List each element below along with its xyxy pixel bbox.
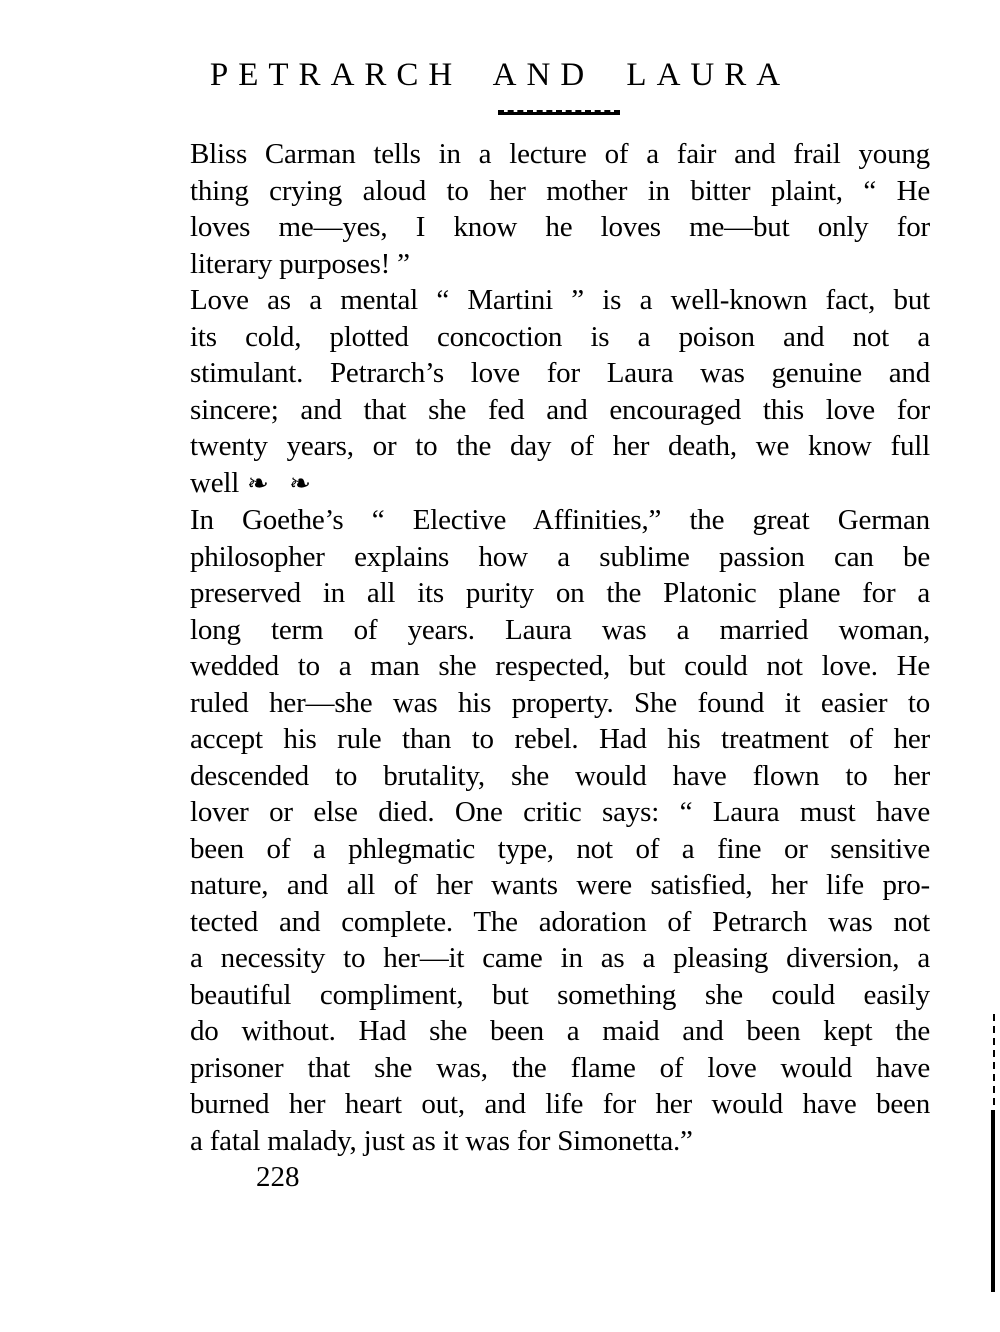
text-line: prisoner that she was, the flame of love would have [190,1051,930,1084]
text-line: lover or else died. One critic says: “ Laura must have [190,796,930,828]
text-line: descended to brutality, she would have flown to her [190,759,930,792]
text-line: philosopher explains how a sublime passion can be [190,540,930,573]
body-text [190,136,930,1196]
text-line: stimulant. Petrarch’s love for Laura was genuine and [190,357,930,389]
text-line: been of a phlegmatic type, not of a fine or sensitive [190,832,930,865]
text-line: preserved in all its purity on the Platonic plane for a [190,577,930,609]
fleuron-ornament-icon: ❧ ❧ [247,468,317,499]
text-line: thing crying aloud to her mother in bitter plaint, “ He [190,174,930,207]
text-line: do without. Had she been a maid and been kept the [190,1015,930,1047]
text-line: In Goethe’s “ Elective Affinities,” the great German [190,504,930,536]
text-line: burned her heart out, and life for her would have been [190,1088,930,1120]
text-line [190,465,930,503]
text-line: Bliss Carman tells in a lecture of a fair and frail young [190,138,930,170]
text-line: a fatal malady, just as it was for Simonetta.” [190,1124,693,1157]
text-line: ruled her—she was his property. She found it easier to [190,686,930,719]
text-line: wedded to a man she respected, but could not love. He [190,650,930,682]
text-line: tected and complete. The adoration of Petrarch was not [190,905,930,938]
text-line: sincere; and that she fed and encouraged this love for [190,393,930,426]
text-line: loves me—yes, I know he loves me—but only for [190,211,930,243]
page-number: 228 [256,1161,300,1193]
text-line: a necessity to her—it came in as a pleasing diversion, a [190,942,930,974]
scan-edge-artifact-solid [991,1110,995,1292]
text-line: beautiful compliment, but something she could easily [190,978,930,1011]
text-line: nature, and all of her wants were satisfied, her life pro- [190,869,930,901]
text-line: accept his rule than to rebel. Had his treatment of her [190,723,930,755]
title-rule [498,110,620,115]
text-line: twenty years, or to the day of her death, we know full [190,430,930,462]
text-line: literary purposes! ” [190,247,410,280]
text-line: its cold, plotted concoction is a poison and not a [190,320,930,353]
text-line: long term of years. Laura was a married woman, [190,613,930,646]
page-title: PETRARCH AND LAURA [209,57,791,93]
scan-edge-artifact-dashed [993,1014,995,1110]
text-line: Love as a mental “ Martini ” is a well-known fact, but [190,284,930,316]
text-line-word: well [190,466,240,499]
